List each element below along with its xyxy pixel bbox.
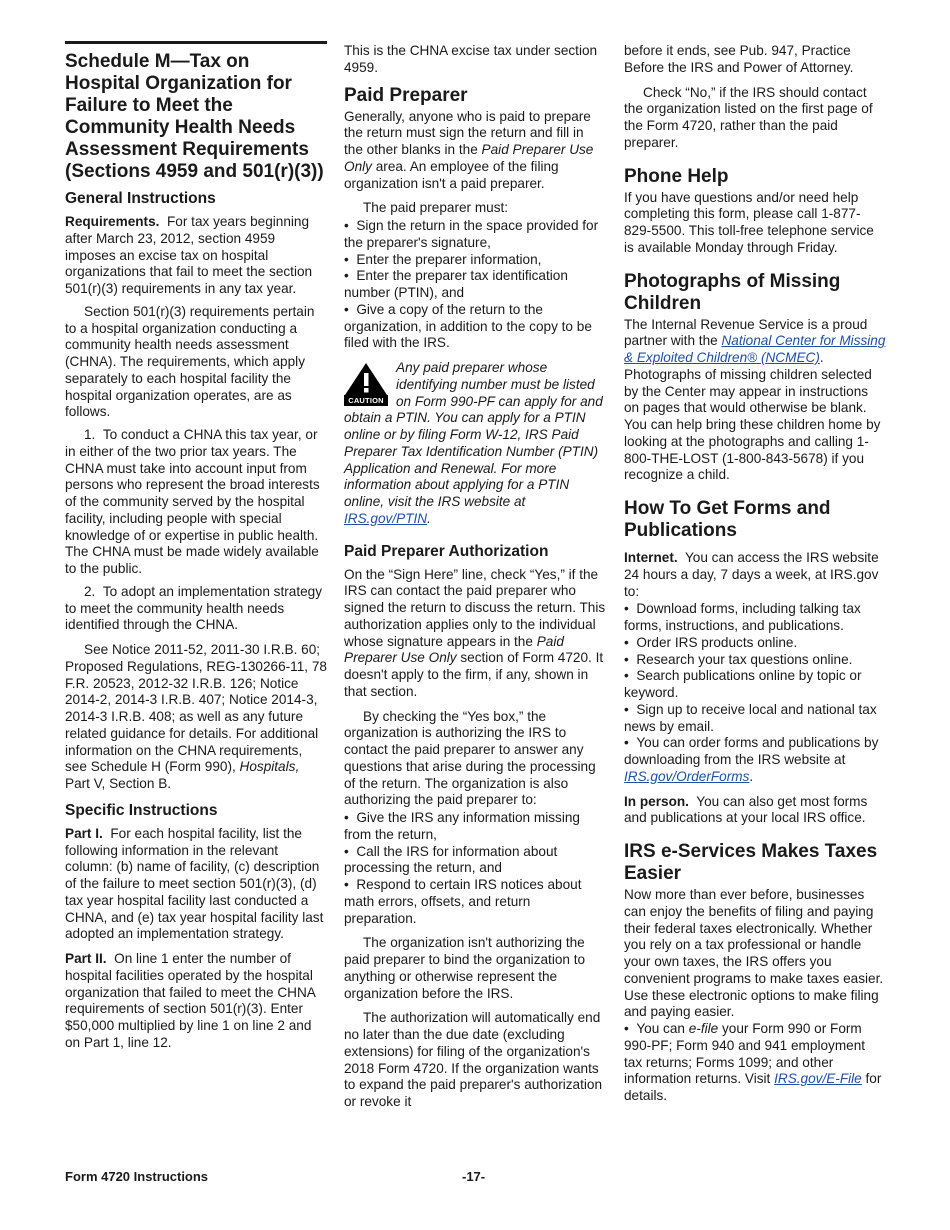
see-notice-end: Part V, Section B. [65, 776, 172, 791]
see-notice-text: See Notice 2011-52, 2011-30 I.R.B. 60; Proposed Regulations, REG-130266-11, 78 F.R. 20523, 2012-32 I.R.B. 126; Notice 2014-2, 2014-3 I.R.B. 407; Notice 2014-3, 2014-3 I.R.B. 408; as well as any future related guidance for details. For additional information on the CHNA requirements, see Schedule H (Form 990), [65, 642, 327, 775]
paid-preparer-paragraph [344, 109, 606, 193]
in-person-paragraph [624, 794, 886, 828]
column-left [65, 41, 327, 1058]
top-rule [65, 41, 327, 44]
caution-text: Any paid preparer whose identifying number must be listed on Form 990-PF can apply for and obtain a PTIN. You can apply for a PTIN online or by filing Form W-12, IRS Paid Preparer Tax Identification Number (PTIN) Application and Renewal. For more information about applying for a PTIN online, visit the IRS website at [344, 360, 603, 509]
preparer-must-intro: The paid preparer must: [363, 200, 509, 216]
list-item: • Research your tax questions online. [624, 652, 886, 669]
list-item: • Give the IRS any information missing from the return, [344, 810, 606, 844]
list-item: • You can order forms and publications by downloading from the IRS website at IRS.gov/OrderForms. [624, 735, 886, 785]
requirements-text: For tax years beginning after March 23, 2012, section 4959 imposes an excise tax on hospital organizations that fail to meet the section 501(r)(3) requirements in any tax year. [65, 214, 313, 296]
requirement-2-paragraph: 2. To adopt an implementation strategy to meet the community health needs identified through the CHNA. [65, 583, 323, 633]
internet-text: You can access the IRS website 24 hours a day, 7 days a week, at IRS.gov to: [624, 550, 879, 599]
phone-help-text: If you have questions and/or need help completing this form, please call 1-877-829-5500. This toll-free telephone service is available Monday through Friday. [624, 189, 874, 255]
authorization-list [344, 810, 606, 927]
not-authorizing-paragraph: The organization isn't authorizing the paid preparer to bind the organization to anything or otherwise represent the organization before the IRS. [344, 935, 586, 1001]
part-1-paragraph [65, 826, 327, 943]
chna-intro: This is the CHNA excise tax under section 4959. [344, 43, 598, 75]
preparer-must-list [344, 218, 606, 352]
footer-page-number: -17- [462, 1169, 486, 1184]
requirements-paragraph [65, 214, 327, 298]
authorization-end-paragraph: The authorization will automatically end no later than the due date (excluding extensions) for filing of the organization's 2018 Form 4720. If the organization wants to expand the paid preparer's authorization or revoke it [344, 1010, 603, 1109]
footer-form-name: Form 4720 Instructions [65, 1169, 209, 1184]
hospitals-italic: Hospitals, [239, 759, 300, 775]
e-services-heading: IRS e-Services Makes Taxes Easier [624, 841, 878, 884]
check-no-paragraph: Check “No,” if the IRS should contact the organization listed on the first page of the Form 4720, rather than the paid preparer. [624, 84, 873, 150]
paid-preparer-use-only-italic: Paid Preparer Use Only [344, 142, 594, 174]
sign-here-paragraph [344, 567, 606, 701]
column-right [624, 43, 886, 1112]
caution-label: CAUTION [344, 395, 388, 406]
schedule-m-title: Schedule M—Tax on Hospital Organization for Failure to Meet the Community Health Needs Assessment Requirements (Sections 4959 and 501(r)(3)) [65, 51, 324, 182]
list-item: • Order IRS products online. [624, 635, 886, 652]
general-instructions-heading: General Instructions [65, 190, 216, 207]
internet-paragraph [624, 550, 886, 600]
e-file-text-end: for details. [624, 1071, 882, 1103]
continued-paragraph: before it ends, see Pub. 947, Practice Before the IRS and Power of Attorney. [624, 43, 854, 75]
part-1-lead: Part I. [65, 825, 103, 841]
e-file-text: You can [636, 1021, 689, 1036]
list-item: • Sign the return in the space provided for the preparer's signature, [344, 218, 606, 252]
missing-children-text: The Internal Revenue Service is a proud partner with the [624, 316, 868, 349]
irs-ptin-link[interactable]: IRS.gov/PTIN [344, 510, 428, 526]
e-file-text-mid: your Form 990 or Form 990-PF; Form 940 and 941 employment tax returns; Forms 1099; and other information returns. Visit [624, 1021, 866, 1087]
e-file-link[interactable]: IRS.gov/E-File [774, 1071, 862, 1087]
requirement-1-paragraph: 1. To conduct a CHNA this tax year, or in either of the two prior tax years. The CHNA must take into account input from persons who represent the broad interests of the community served by the hospital facility, including people with special knowledge of or expertise in public health. The CHNA must be made widely available to the public. [65, 427, 320, 576]
list-item [624, 1021, 886, 1105]
paid-preparer-text-end: area. An employee of the filing organization isn't a paid preparer. [344, 158, 559, 191]
sign-here-text: On the “Sign Here” line, check “Yes,” if the IRS can contact the paid preparer who signed the return to discuss the return. This authorization applies only to the individual whose signature appears in the [344, 566, 606, 649]
caution-note: CAUTION Any paid preparer whose identifying number must be listed on Form 990-PF can apply for and obtain a PTIN. You can apply for a PTIN online or by filing Form W-12, IRS Paid Preparer Tax Identification Number (PTIN) Application and Renewal. For more information about applying for a PTIN online, visit the IRS website at IRS.gov/PTIN. [344, 360, 603, 526]
caution-icon [344, 362, 388, 408]
column-middle [344, 43, 606, 1117]
internet-lead: Internet. [624, 550, 678, 565]
phone-help-heading: Phone Help [624, 165, 729, 187]
list-item: • Enter the preparer tax identification number (PTIN), and [344, 268, 606, 302]
part-1-text: For each hospital facility, list the following information in the relevant column: (b) name of facility, (c) description of the failure to meet section 501(r)(3), (d) tax year hospital facility last conducted a CHNA, and (e) tax year hospital facility last adopted an implementation strategy. [65, 825, 324, 942]
list-item: • Give a copy of the return to the organization, in addition to the copy to be filed with the IRS. [344, 302, 606, 352]
list-item: • Respond to certain IRS notices about math errors, offsets, and return preparation. [344, 877, 606, 927]
paid-preparer-authorization-heading: Paid Preparer Authorization [344, 542, 549, 560]
order-forms-text: You can order forms and publications by downloading from the IRS website at [624, 735, 879, 767]
internet-list [624, 601, 886, 785]
in-person-text: You can also get most forms and publications at your local IRS office. [624, 793, 868, 826]
missing-children-heading: Photographs of Missing Children [624, 270, 841, 314]
forms-publications-heading: How To Get Forms and Publications [624, 498, 831, 541]
part-2-text: On line 1 enter the number of hospital facilities operated by the hospital organization that failed to meet the CHNA requirements of section 501(r)(3). Enter $50,000 multiplied by line 1 on line 2 and on Part 1, line 12. [65, 951, 316, 1050]
e-file-list [624, 1021, 886, 1105]
list-item: • Call the IRS for information about processing the return, and [344, 844, 606, 878]
sign-here-text-end: section of Form 4720. It doesn't apply to the firm, if any, shown in that section. [344, 650, 604, 699]
e-file-italic: e-file [688, 1021, 719, 1036]
requirements-lead: Requirements. [65, 214, 160, 229]
missing-children-paragraph [624, 317, 886, 485]
list-item: • Download forms, including talking tax forms, instructions, and publications. [624, 601, 886, 635]
paid-preparer-heading: Paid Preparer [344, 84, 468, 106]
see-notice-paragraph [65, 642, 327, 793]
use-only-italic: Paid Preparer Use Only [344, 633, 564, 666]
yes-box-paragraph: By checking the “Yes box,” the organization is authorizing the IRS to contact the paid preparer to answer any questions that arise during the processing of the return. The organization is also authorizing the paid preparer to: [344, 708, 596, 808]
order-forms-link[interactable]: IRS.gov/OrderForms [624, 768, 750, 784]
section-501-paragraph: Section 501(r)(3) requirements pertain to a hospital organization conducting a community health needs assessment (CHNA). The requirements, which apply separately to each hospital facility the hospital organization operates, are as follows. [65, 303, 315, 420]
missing-children-text-end: . Photographs of missing children selected by the Center may appear in instructions on pages that would otherwise be blank. You can help bring these children home by looking at the photographs and calling 1-800-THE-LOST (1-800-843-5678) if you recognize a child. [624, 350, 881, 483]
specific-instructions-heading: Specific Instructions [65, 801, 218, 819]
part-2-lead: Part II. [65, 951, 107, 966]
list-item: • Enter the preparer information, [344, 252, 606, 269]
ncmec-link[interactable]: National Center for Missing & Exploited Children® (NCMEC) [624, 333, 886, 365]
list-item: • Sign up to receive local and national tax news by email. [624, 702, 886, 736]
e-services-paragraph: Now more than ever before, businesses can enjoy the benefits of filing and paying their federal taxes electronically. Whether you rely on a tax professional or handle your own taxes, the IRS offers you convenient programs to make taxes easier. Use these electronic options to make filing and paying easier. [624, 887, 884, 1020]
part-2-paragraph [65, 951, 327, 1052]
paid-preparer-text: Generally, anyone who is paid to prepare the return must sign the return and fill in the other blanks in the [344, 108, 591, 157]
in-person-lead: In person. [624, 793, 689, 809]
list-item: • Search publications online by topic or keyword. [624, 668, 886, 702]
